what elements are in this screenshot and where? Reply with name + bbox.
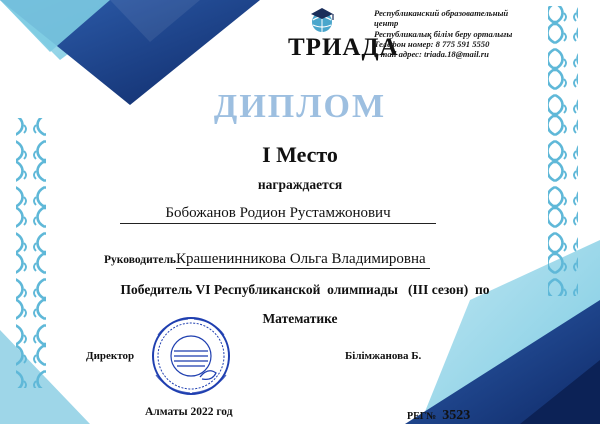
- info-line: Телефон номер: 8 775 591 5550: [374, 38, 490, 49]
- info-line: e-mail адрес: triada.18@mail.ru: [374, 49, 489, 60]
- leader-line: [104, 250, 430, 268]
- subject-text: Математике: [262, 311, 338, 326]
- achievement-text: Победитель VI Республиканской олимпиады (III сезон) по: [120, 282, 490, 297]
- logo-text: ТРИАДА: [288, 34, 399, 61]
- place-heading: I Место: [262, 142, 338, 167]
- ornament-strip-left: [16, 118, 46, 388]
- info-line: Республиканский образовательный: [374, 8, 509, 18]
- info-line: Республикалық білім беру орталығы: [374, 28, 513, 39]
- reg-label: РЕГ№: [407, 411, 437, 422]
- recipient-name: Бобожанов Родион Рустамжонович: [120, 205, 436, 224]
- reg-number: 3523: [442, 408, 471, 423]
- awarded-text: награждается: [257, 177, 343, 192]
- leader-name: Крашенинникова Ольга Владимировна: [176, 251, 430, 269]
- diploma-title: ДИПЛОМ: [213, 88, 387, 125]
- registration-number: [407, 406, 470, 424]
- triada-logo-icon: [311, 8, 333, 32]
- director-name: Білімжанова Б.: [345, 350, 422, 362]
- ornament-strip-right: [548, 6, 578, 296]
- org-info: [374, 8, 524, 59]
- info-line: центр: [374, 18, 399, 29]
- leader-label: Руководитель: [104, 254, 176, 266]
- official-stamp: [150, 315, 232, 397]
- director-label: Директор: [86, 350, 135, 362]
- city-year: Алматы 2022 год: [145, 406, 233, 418]
